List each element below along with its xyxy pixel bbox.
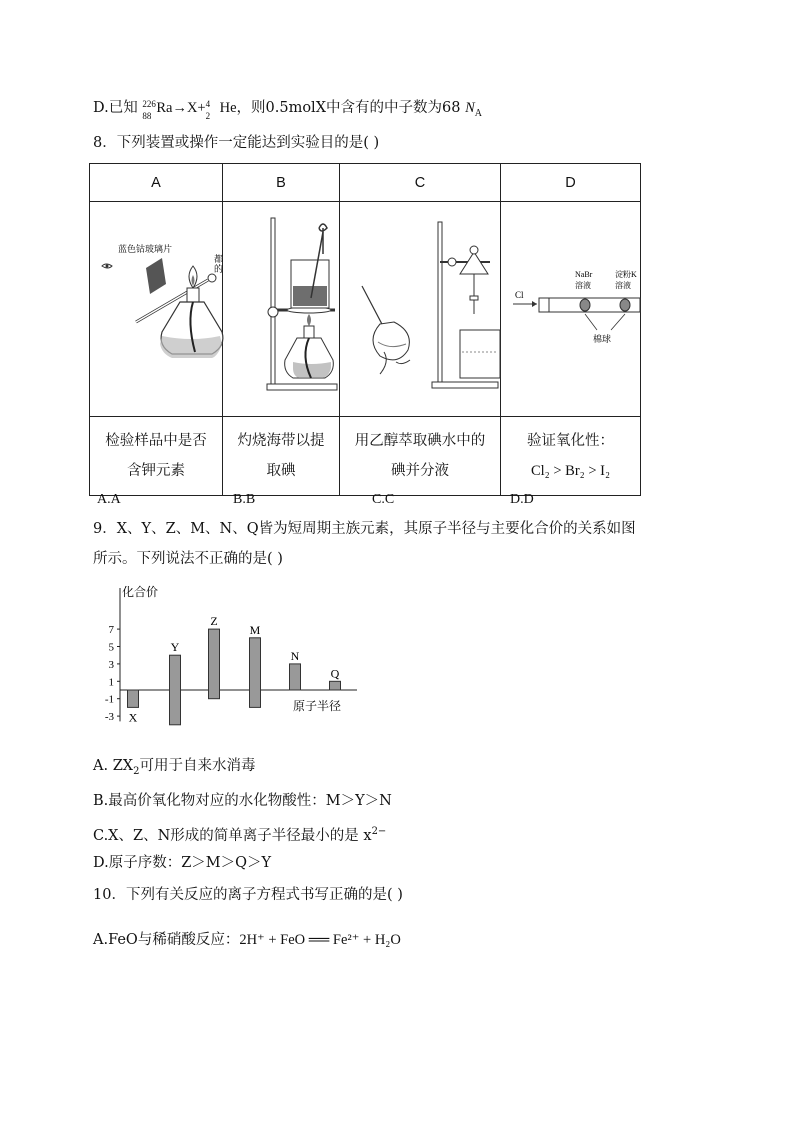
bar-label-q: Q	[330, 666, 340, 681]
q8-choice-c: C.C	[372, 492, 395, 507]
caption-a: 检验样品中是否 含钾元素	[90, 417, 223, 496]
q10-stem: 10．下列有关反应的离子方程式书写正确的是( )	[93, 887, 403, 903]
bar-label-m: M	[249, 622, 261, 637]
bar-label-x: X	[128, 710, 138, 725]
header-b: B	[223, 164, 340, 202]
valence-radius-chart	[95, 580, 375, 750]
svg-text:都: 都	[214, 254, 224, 264]
svg-text:NaBr: NaBr	[575, 270, 593, 279]
caption-b: 灼烧海带以提 取碘	[223, 417, 340, 496]
q9-stem-line1: 9．X、Y、Z、M、N、Q皆为短周期主族元素，其原子半径与主要化合价的关系如图	[93, 521, 636, 537]
y-tick-label: 7	[108, 624, 114, 637]
q8-choice-a: A.A	[97, 492, 121, 507]
cobalt-glass-plate	[146, 258, 166, 294]
q9-option-d: D.原子序数：Z＞M＞Q＞Y	[93, 855, 272, 871]
q8-stem: 8．下列装置或操作一定能达到实验目的是( )	[93, 135, 380, 151]
apparatus-b-image	[223, 202, 340, 417]
q10-option-a: A.FeO与稀硝酸反应：2H⁺ + FeO ══ Fe²⁺ + H₂O	[93, 932, 401, 948]
q9-option-c: C.X、Z、N形成的简单离子半径最小的是 $x^{2-}$	[93, 826, 387, 844]
svg-text:溶液: 溶液	[575, 281, 591, 290]
cotton-ball-1	[580, 299, 590, 311]
helium-nuclide: 4 2	[205, 99, 211, 121]
q7-option-d: D.已知 226 88 Ra→X+ 4 2 He，则0.5molX中含有的中子数为68 $N_A$	[93, 99, 482, 121]
q8-choice-b: B.B	[233, 492, 256, 507]
cotton-ball-2	[620, 299, 630, 311]
q7-prefix: D.已知	[93, 100, 138, 116]
label-cl2: Cl	[515, 290, 524, 300]
apparatus-c-image	[340, 202, 501, 417]
svg-text:的: 的	[214, 264, 224, 274]
apparatus-d-image	[501, 202, 641, 417]
y-tick-label: -1	[104, 693, 114, 706]
bar-q	[330, 681, 341, 690]
q8-options-table	[89, 163, 641, 496]
caption-d: 验证氧化性： Cl₂ > Br₂ > I₂	[501, 417, 641, 496]
q9-option-a: A. $ZX_2$可用于自来水消毒	[93, 758, 256, 777]
bar-z	[209, 629, 220, 699]
x-axis-label: 原子半径	[293, 699, 342, 713]
bar-label-z: Z	[210, 614, 218, 629]
bar-label-n: N	[290, 648, 300, 663]
bar-x	[128, 690, 139, 707]
label-blue-cobalt-glass: 蓝色钴玻璃片	[118, 244, 173, 254]
apparatus-a-image	[90, 202, 223, 417]
y-tick-label: 5	[108, 641, 114, 654]
bar-n	[290, 664, 301, 690]
caption-c: 用乙醇萃取碘水中的 碘并分液	[340, 417, 501, 496]
receiving-beaker	[460, 330, 500, 378]
svg-text:淀粉K: 淀粉K	[615, 270, 637, 279]
header-c: C	[340, 164, 501, 202]
y-tick-label: 1	[108, 676, 114, 689]
q9-stem-line2: 所示。下列说法不正确的是( )	[93, 551, 283, 567]
bar-y	[170, 655, 181, 725]
y-axis-label: 化合价	[122, 585, 159, 599]
bar-label-y: Y	[170, 640, 180, 655]
header-a: A	[90, 164, 223, 202]
header-d: D	[501, 164, 641, 202]
y-tick-label: 3	[108, 658, 114, 671]
iron-stand-rod	[271, 218, 275, 388]
svg-text:棉球: 棉球	[593, 334, 612, 344]
radium-nuclide: 226 88	[142, 99, 156, 121]
flask-shaking	[373, 322, 409, 360]
q9-option-b: B.最高价氧化物对应的水化物酸性：M＞Y＞N	[93, 793, 392, 809]
svg-text:溶液: 溶液	[615, 281, 631, 290]
q8-choice-d: D.D	[510, 492, 534, 507]
iron-stand-c	[438, 222, 442, 388]
bar-m	[250, 638, 261, 708]
y-tick-label: -3	[104, 711, 114, 724]
